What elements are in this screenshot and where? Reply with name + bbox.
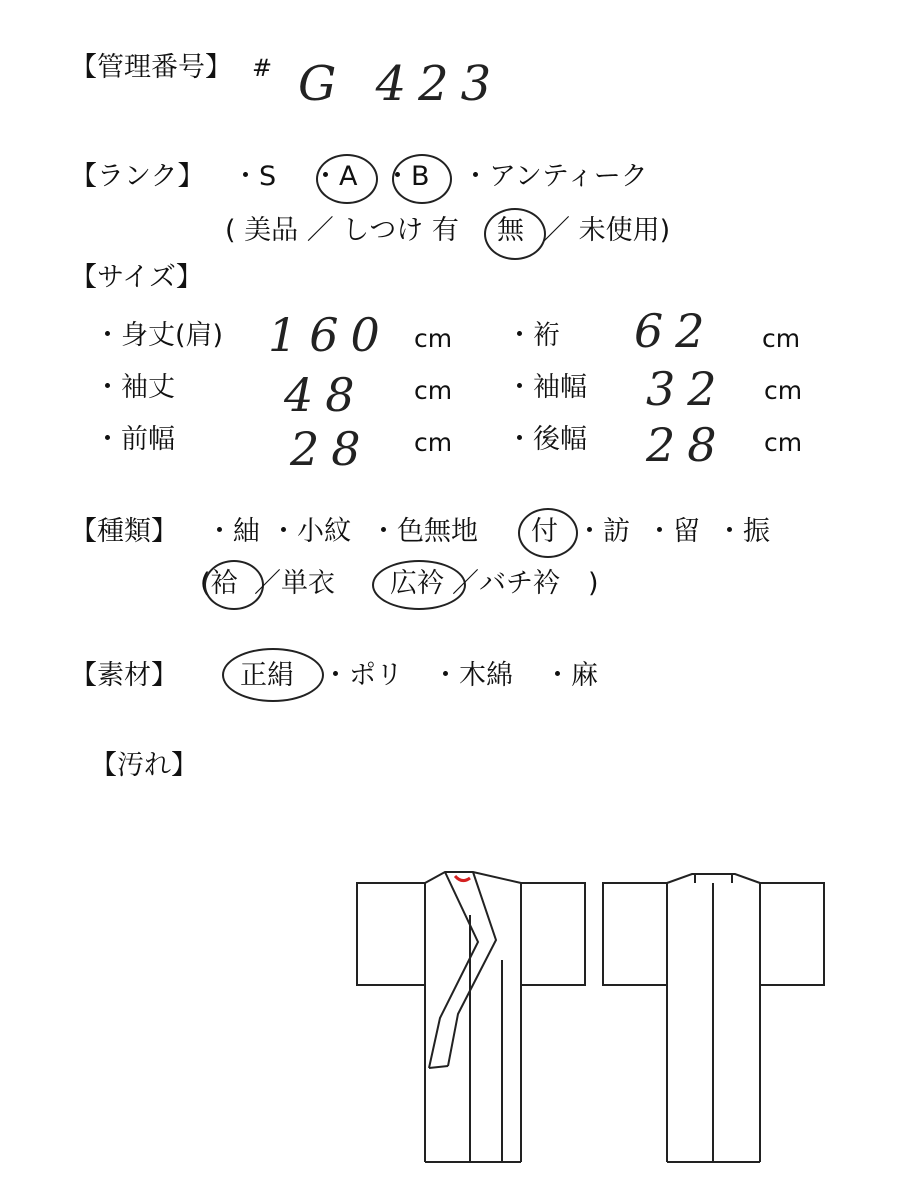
type-furisode: ・振	[716, 516, 770, 547]
material-momen: ・木綿	[432, 660, 513, 691]
material-label: 【素材】	[70, 660, 178, 691]
rank-label: 【ランク】	[70, 161, 205, 192]
type-label: 【種類】	[70, 516, 178, 547]
size-unit-yuki: cm	[762, 324, 801, 353]
type-hiroeri: 広衿	[390, 568, 444, 599]
type-houmon: ・訪	[576, 516, 630, 547]
rank-option-s: ・S	[232, 161, 277, 192]
material-shoken: 正絹	[240, 660, 294, 691]
kimono-back-icon	[603, 874, 824, 1162]
condition-open: ( 美品 ／ しつけ 有	[225, 215, 459, 246]
size-value-sodetake: 48	[284, 368, 367, 422]
rank-option-b: ・B	[384, 161, 430, 192]
size-label-mitake: ・身丈(肩)	[94, 320, 224, 351]
size-value-mitake: 160	[268, 308, 392, 362]
size-unit-mitake: cm	[414, 324, 453, 353]
size-label-ushirohaba: ・後幅	[506, 424, 587, 455]
type-hitoe: ／単衣	[254, 568, 335, 599]
size-label-sodetake: ・袖丈	[94, 372, 175, 403]
management-number: G 423	[298, 56, 504, 112]
type-tsukesage: 付	[531, 516, 558, 547]
size-unit-ushirohaba: cm	[764, 428, 803, 457]
condition-nashi: 無	[497, 215, 524, 246]
size-unit-sodehaba: cm	[764, 376, 803, 405]
size-value-ushirohaba: 28	[646, 418, 729, 472]
collar-stain-mark	[455, 876, 470, 881]
type-komon: ・小紋	[270, 516, 351, 547]
type-iromuji: ・色無地	[370, 516, 478, 547]
type-tsumugi: ・紬	[206, 516, 260, 547]
type-tomesode: ・留	[646, 516, 700, 547]
stain-label: 【汚れ】	[90, 750, 198, 781]
size-value-sodehaba: 32	[646, 362, 729, 416]
size-label-yuki: ・裄	[506, 320, 560, 351]
management-label: 【管理番号】	[70, 52, 232, 83]
material-poly: ・ポリ	[322, 660, 403, 691]
material-asa: ・麻	[544, 660, 598, 691]
size-label-maehaba: ・前幅	[94, 424, 175, 455]
type-awase: (袷	[200, 568, 238, 599]
rank-option-antique: ・アンティーク	[462, 161, 648, 192]
kimono-front-icon	[357, 872, 585, 1162]
management-hash: #	[252, 54, 273, 82]
size-unit-sodetake: cm	[414, 376, 453, 405]
condition-close: ／ 未使用)	[543, 215, 671, 246]
type-close: )	[588, 568, 599, 599]
size-label: 【サイズ】	[70, 262, 203, 293]
rank-option-a: ・A	[312, 161, 358, 192]
type-bachieri: ／バチ衿	[452, 568, 560, 599]
size-value-yuki: 62	[634, 304, 717, 358]
size-label-sodehaba: ・袖幅	[506, 372, 587, 403]
size-value-maehaba: 28	[290, 422, 373, 476]
size-unit-maehaba: cm	[414, 428, 453, 457]
